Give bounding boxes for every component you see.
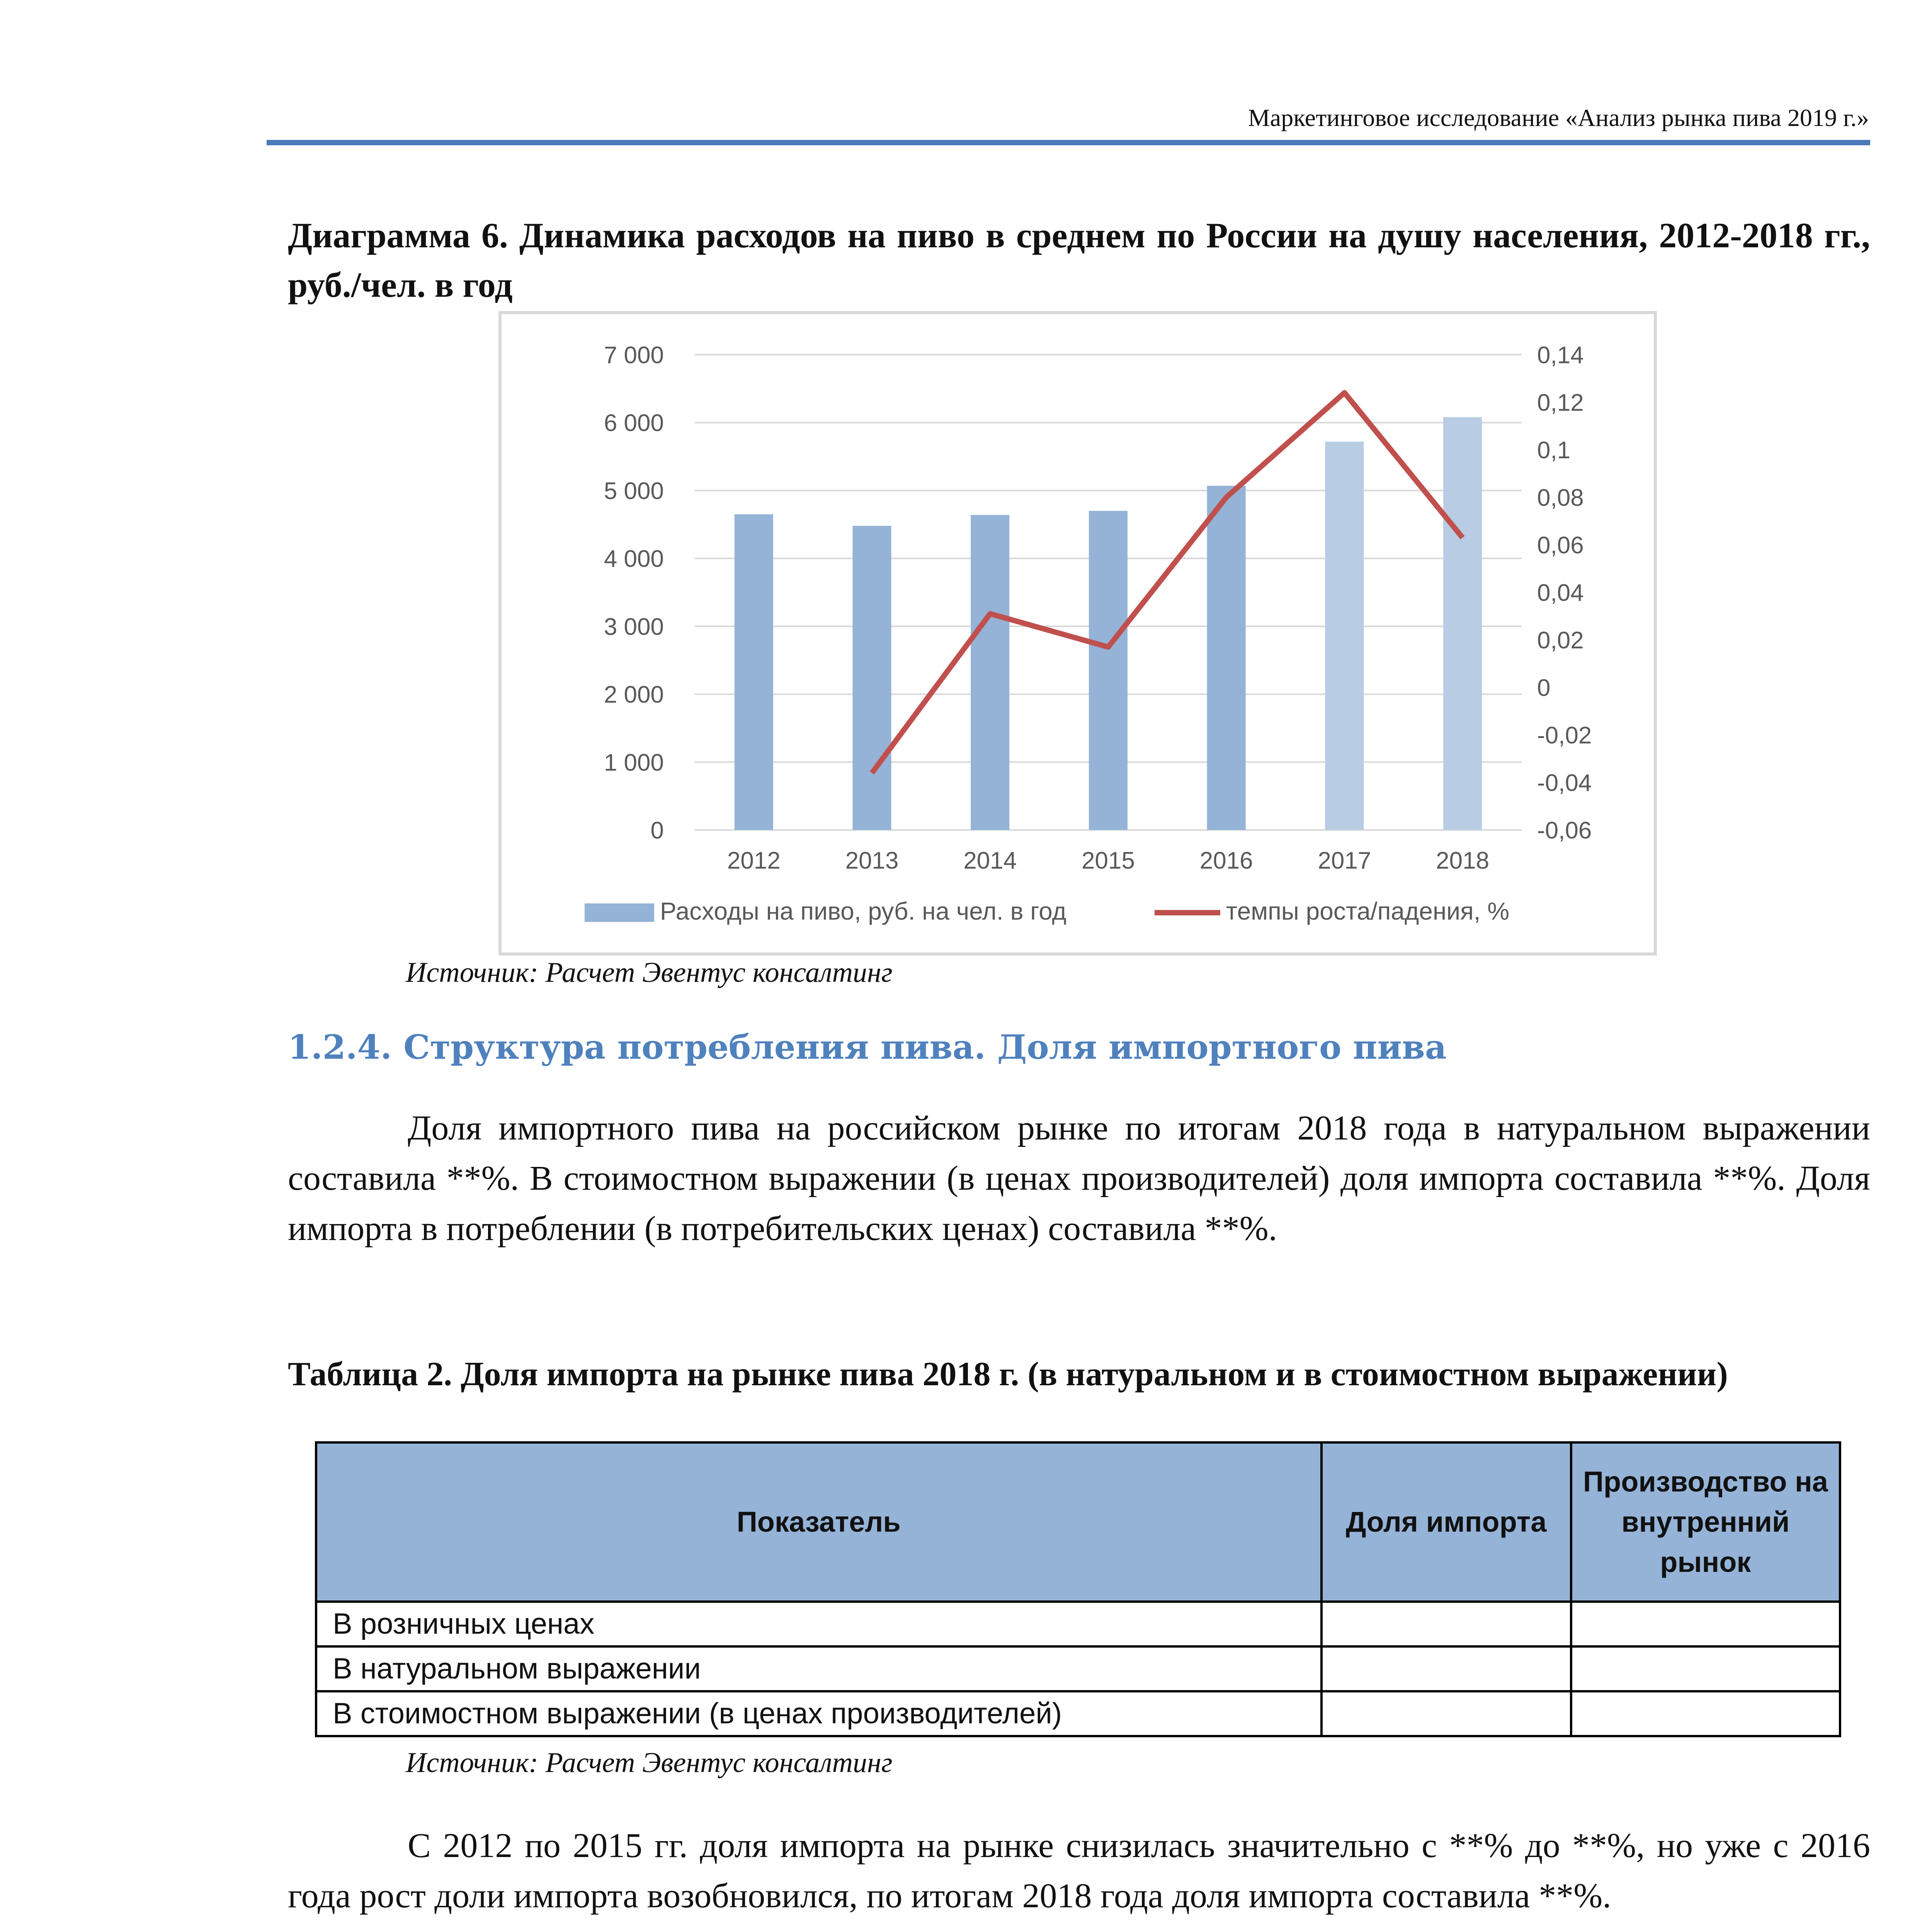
right-axis-tick-label: 0,12: [1537, 389, 1584, 416]
chart-bar: [1443, 417, 1482, 830]
table-caption: Таблица 2. Доля импорта на рынке пива 2018 г. (в натуральном и в стоимостном выражении): [288, 1355, 1728, 1393]
chart-legend: [585, 897, 1509, 925]
left-axis-tick-label: 1 000: [604, 749, 664, 776]
chart-caption: Диаграмма 6. Динамика расходов на пиво в среднем по России на душу населения, 2012-2018 гг., руб./чел. в год: [288, 216, 1870, 304]
table-cell: В стоимостном выражении (в ценах производителей): [316, 1691, 1321, 1736]
left-axis-tick-label: 0: [650, 817, 664, 844]
x-axis-tick-label: 2016: [1199, 847, 1253, 874]
left-axis-tick-label: 3 000: [604, 613, 664, 640]
chart-bar: [1207, 486, 1246, 830]
import-share-table: [315, 1441, 1841, 1737]
table-header-domestic-production: Производство на внутренний рынок: [1571, 1442, 1840, 1602]
chart-source-note: Источник: Расчет Эвентус консалтинг: [406, 957, 893, 988]
chart-bar: [853, 526, 891, 830]
header-rule: [267, 140, 1870, 145]
table-cell: В натуральном выражении: [316, 1646, 1321, 1691]
right-axis-tick-label: 0,02: [1537, 627, 1584, 654]
table-cell: [1571, 1691, 1840, 1736]
x-axis-tick-label: 2012: [727, 847, 781, 874]
chart-container: [498, 311, 1657, 956]
table-header-row: [316, 1442, 1840, 1602]
combo-chart: [502, 314, 1654, 952]
page-header-title: Маркетинговое исследование «Анализ рынка пива 2019 г.»: [1248, 104, 1869, 131]
x-axis-tick-label: 2015: [1082, 847, 1135, 874]
right-axis-tick-label: 0,1: [1537, 437, 1571, 464]
right-axis-tick-label: -0,04: [1537, 770, 1592, 796]
x-axis-tick-label: 2018: [1436, 847, 1490, 874]
chart-bar: [735, 514, 773, 830]
table-cell: [1321, 1691, 1571, 1736]
table-row: [316, 1691, 1840, 1736]
right-axis-tick-label: 0,04: [1537, 580, 1584, 606]
body-paragraph-1: Доля импортного пива на российском рынке по итогам 2018 года в натуральном выражении составила **%. В стоимостном выражении (в ценах производителей) доля импорта составила **%. Доля импорта в потреблении (в потребительских ценах) составила **%.: [288, 1109, 1870, 1248]
legend-line-label: темпы роста/падения, %: [1226, 897, 1510, 925]
section-heading: 1.2.4. Структура потребления пива. Доля импортного пива: [288, 1028, 1447, 1067]
table-row: [316, 1646, 1840, 1691]
body-paragraph-2: С 2012 по 2015 гг. доля импорта на рынке снизилась значительно с **% до **%, но уже с 2016 года рост доли импорта возобновился, по итогам 2018 года доля импорта составила **%.: [288, 1827, 1870, 1915]
growth-rate-line: [872, 393, 1463, 773]
table-cell: [1571, 1602, 1840, 1646]
right-axis-tick-label: 0,14: [1537, 342, 1584, 369]
table-cell: [1321, 1602, 1571, 1646]
chart-bars: [735, 417, 1482, 830]
table-header-import-share: Доля импорта: [1321, 1442, 1571, 1602]
left-axis-tick-label: 4 000: [604, 546, 664, 573]
right-axis-tick-label: 0: [1537, 675, 1551, 701]
left-axis-tick-label: 5 000: [604, 478, 664, 505]
table-header-indicator: Показатель: [316, 1442, 1321, 1602]
chart-bar: [1325, 442, 1364, 830]
legend-bar-label: Расходы на пиво, руб. на чел. в год: [660, 897, 1066, 925]
table-source-note: Источник: Расчет Эвентус консалтинг: [406, 1747, 893, 1779]
left-axis-tick-label: 7 000: [604, 342, 664, 369]
right-axis-tick-label: -0,06: [1537, 817, 1592, 844]
x-axis-tick-label: 2013: [845, 847, 899, 874]
right-axis-tick-label: 0,08: [1537, 485, 1584, 511]
right-axis-tick-label: 0,06: [1537, 532, 1584, 559]
table-cell: [1321, 1646, 1571, 1691]
x-axis-tick-label: 2017: [1318, 847, 1371, 874]
left-axis-tick-label: 6 000: [604, 410, 664, 437]
table-cell: [1571, 1646, 1840, 1691]
x-axis-tick-label: 2014: [963, 847, 1017, 874]
table-cell: В розничных ценах: [316, 1602, 1321, 1646]
chart-line-series: [872, 393, 1463, 773]
left-axis-tick-label: 2 000: [604, 681, 664, 708]
chart-bar: [1089, 511, 1128, 830]
chart-bar: [971, 515, 1009, 830]
table-row: [316, 1602, 1840, 1646]
legend-bar-swatch: [585, 903, 654, 922]
right-axis-tick-label: -0,02: [1537, 722, 1592, 749]
